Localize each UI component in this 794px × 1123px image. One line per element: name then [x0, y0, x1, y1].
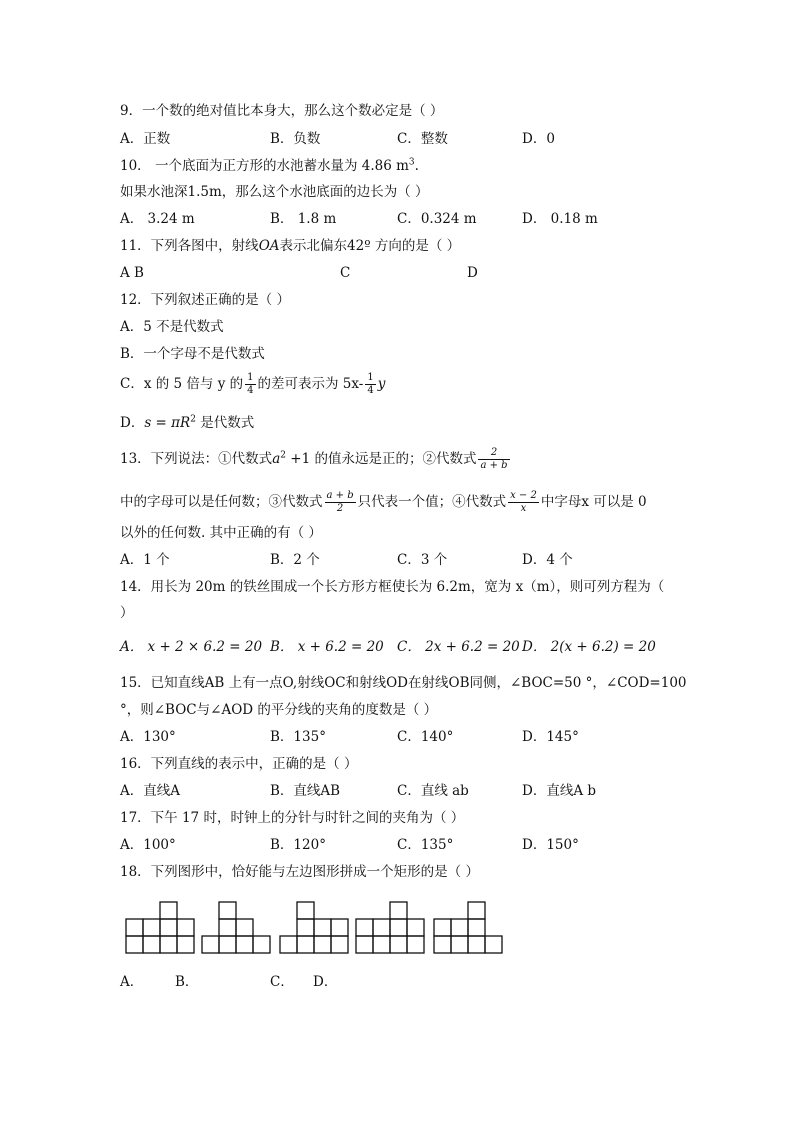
q13-stem-line3: 以外的任何数. 其中正确的有（ ） — [120, 525, 322, 541]
q15-option-a: A．130° — [120, 729, 176, 745]
q18-figure-left — [124, 900, 196, 958]
q14-option-d: D． 2(x + 6.2) = 20 — [522, 639, 656, 655]
q13-stem: 13．下列说法：①代数式$a^2 +1$ 的值永远是正的；②代数式 $\frac{2}{a + b}$ — [120, 447, 508, 471]
q12-option-c: C．x 的 5 倍与 y 的 $\frac{1}{4}$ 的差可表示为 5x- $\frac{1}{4}$ y — [120, 372, 386, 396]
q16-stem: 16．下列直线的表示中，正确的是（ ） — [120, 756, 358, 772]
q15-stem: 15．已知直线AB 上有一点O,射线OC和射线OD在射线OB同侧，∠BOC=50 °，∠COD=100 — [120, 675, 687, 691]
q18-label-a: A． — [120, 974, 144, 990]
q18-label-b: B． — [175, 974, 199, 990]
q9-option-a: A．正数 — [120, 131, 171, 147]
q10-stem: 10． 一个底面为正方形的水池蓄水量为 4.86 $m^3$. — [120, 157, 419, 174]
q11-label-c: C — [340, 265, 351, 281]
q12-option-b: B．一个字母不是代数式 — [120, 346, 265, 362]
q12-option-a: A．5 不是代数式 — [120, 319, 224, 335]
q18-figure-d — [432, 900, 504, 958]
q9-option-c: C．整数 — [397, 131, 448, 147]
q15-option-c: C．140° — [397, 729, 454, 745]
q12-option-d: D．$s = \pi R^2$ 是代数式 — [120, 414, 255, 431]
q17-stem: 17．下午 17 时，时钟上的分针与时针之间的夹角为（ ） — [120, 810, 465, 826]
q13-option-a: A．1 个 — [120, 552, 170, 568]
q14-option-b: B． x + 6.2 = 20 — [270, 639, 384, 655]
q18-label-c: C． — [270, 974, 294, 990]
q13-option-b: B．2 个 — [270, 552, 320, 568]
q14-stem: 14．用长为 20m 的铁丝围成一个长方形方框使长为 6.2m，宽为 x（m），则可列方程为（ — [120, 579, 665, 595]
q9-option-b: B．负数 — [270, 131, 321, 147]
fraction: $\frac{a + b}{2}$ — [326, 490, 354, 514]
q18-figure-c — [354, 900, 428, 958]
q9-option-d: D．0 — [522, 131, 555, 147]
fraction: $\frac{1}{4}$ — [247, 372, 254, 396]
q17-option-c: C．135° — [397, 837, 454, 853]
q17-option-a: A．100° — [120, 837, 176, 853]
q10-option-b: B． 1.8 m — [270, 211, 337, 227]
q9-stem: 9．一个数的绝对值比本身大，那么这个数必定是（ ） — [120, 103, 444, 119]
q18-label-d: D． — [313, 974, 338, 990]
q15-option-b: B．135° — [270, 729, 326, 745]
q18-figure-b — [278, 900, 352, 958]
q10-option-a: A． 3.24 m — [120, 211, 195, 227]
q17-option-d: D．150° — [522, 837, 579, 853]
q15-option-d: D．145° — [522, 729, 579, 745]
q18-figure-a — [200, 900, 274, 958]
fraction: $\frac{x - 2}{x}$ — [510, 490, 537, 514]
q13-option-c: C．3 个 — [397, 552, 448, 568]
q11-label-ab: A B — [120, 265, 144, 281]
q16-option-d: D．直线A b — [522, 783, 597, 799]
q16-option-b: B．直线AB — [270, 783, 341, 799]
q12-stem: 12．下列叙述正确的是（ ） — [120, 292, 290, 308]
q13-option-d: D．4 个 — [522, 552, 573, 568]
q16-option-a: A．直线A — [120, 783, 180, 799]
q17-option-b: B．120° — [270, 837, 326, 853]
q10-option-c: C．0.324 m — [397, 211, 477, 227]
q13-stem-line2: 中的字母可以是任何数；③代数式 $\frac{a + b}{2}$ 只代表一个值；④代数式 $\frac{x - 2}{x}$ 中字母x 可以是 0 — [120, 490, 647, 514]
q16-option-c: C．直线 ab — [397, 783, 469, 799]
q14-stem-line2: ） — [120, 605, 134, 621]
q10-option-d: D． 0.18 m — [522, 211, 598, 227]
q14-option-c: C． 2x + 6.2 = 20 — [397, 639, 520, 655]
q11-label-d: D — [467, 265, 478, 281]
q14-option-a: A． x + 2 × 6.2 = 20 — [120, 639, 263, 655]
fraction: $\frac{2}{a + b}$ — [480, 447, 508, 471]
q15-stem-line2: °，则∠BOC与∠AOD 的平分线的夹角的度数是（ ） — [120, 702, 438, 718]
q18-stem: 18．下列图形中，恰好能与左边图形拼成一个矩形的是（ ） — [120, 864, 479, 880]
q10-stem-line2: 如果水池深1.5m，那么这个水池底面的边长为（ ） — [120, 184, 429, 200]
fraction: $\frac{1}{4}$ — [367, 372, 374, 396]
q11-stem: 11．下列各图中，射线OA表示北偏东42º 方向的是（ ） — [120, 238, 461, 254]
